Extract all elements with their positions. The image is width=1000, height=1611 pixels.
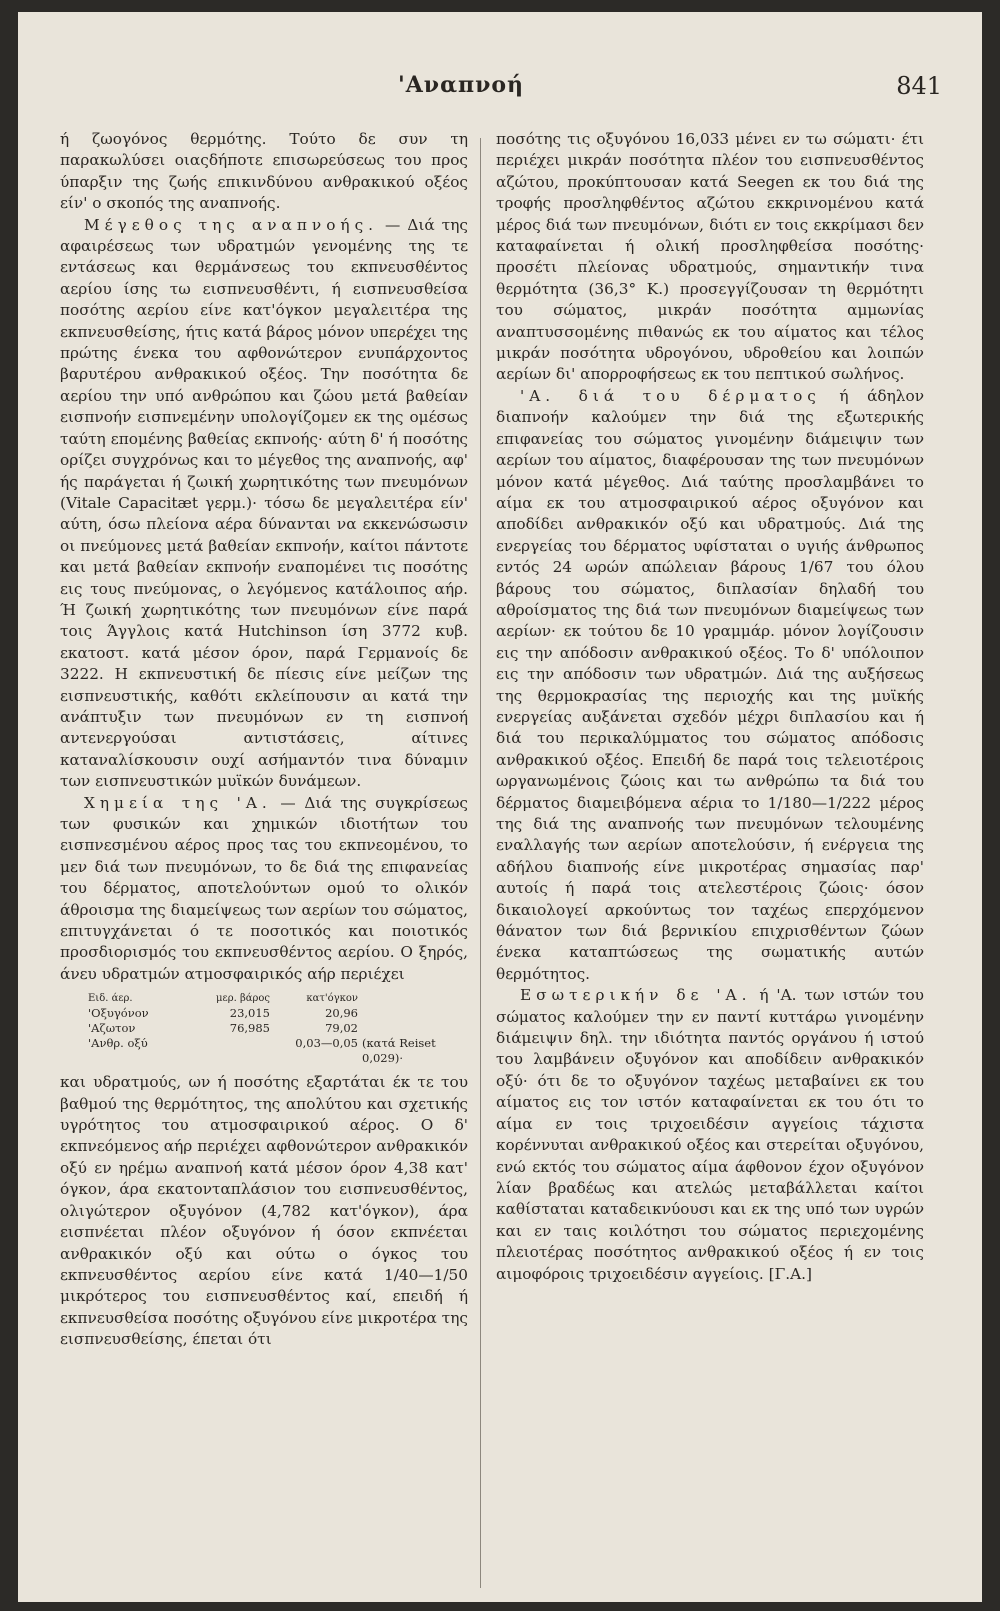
section-heading: 'Α. διά του δέρματος — [520, 386, 821, 405]
paragraph: ή ζωογόνος θερμότης. Τούτο δε συν τη παρακωλύσει οιαςδήποτε επισωρεύσεως του προς ύπαρξιν της ζωής επικινδύνου ανθρακικού οξέος είν' ο σκοπός της αναπνοής. — [60, 130, 468, 213]
paragraph — [60, 215, 468, 793]
table-cell: (κατά Reiset 0,029)· — [362, 1036, 436, 1066]
table-cell: 20,96 — [325, 1006, 358, 1021]
section-heading: Εσωτερικήν δε 'Α. — [520, 986, 752, 1005]
paragraph-text: ή 'Α. των ιστών του σώματος καλούμεν την εν παντί κυττάρω γινομένην διάμειψιν δηλ. την ιδιότητα παντός οργάνου ή ιστού του λαμβάνειν οξυγόνον και αποδίδειν ανθρακικόν οξύ· ότι δε το οξυγόνον ταχέως μεταβαίνει εκ του αίματος εις τον ιστόν καταφαίνεται εκ του ότι το αίμα εν τοις τριχοειδέσιν αγγείοις τάχιστα κορέννυται ανθρακικού οξέος και στερείται οξυγόνου, ενώ εκτός του σώματος αίμα άφθονον έχον οξυγόνον λίαν βραδέως και ατελώς μεταβάλλεται καίτοι καθίσταται καταδεικνύουσι και εκ της υπό των υγρών και εν ταις κοιλότησι του σώματος περιεχομένης πλειοτέρας ποσότητος ανθρακικού οξέος ή εν τοις αιμοφόροις τριχοειδέσιν αγγείοις. [Γ.Α.] — [496, 986, 924, 1283]
paragraph-text: — Διά της συγκρίσεως των φυσικών και χημικών ιδιοτήτων του εισπνεσμένου αέρος προς τας του εκπνεομένου, το μεν διά των πνευμόνων, το δε διά της επιφανείας του δέρματος, αποτελούντων ομού το ολικόν άθροισμα της διαμείψεως των αερίων του σώματος, επιτυγχάνεται ό τε ποσοτικός και ποιοτικός προσδιορισμός του εκπνευσθέντος αερίου. Ο ξηρός, άνευ υδρατμών ατμοσφαιρικός αήρ περιέχει — [60, 793, 468, 983]
gas-composition-table — [88, 991, 458, 1066]
paragraph — [496, 985, 924, 1285]
table-row — [88, 1021, 458, 1036]
table-cell: 'Οξυγόνον — [88, 1006, 149, 1021]
paragraph: και υδρατμούς, ων ή ποσότης εξαρτάται έκ τε του βαθμού της θερμότητος, της απολύτου και σχετικής υγρότητος του ατμοσφαιρικού αέρος. Ο δ' εκπνεόμενος αήρ περιέχει αφθονώτερον ανθρακικόν οξύ εν ηρέμω αναπνοή κατά μέσον όρον 4,38 κατ' όγκον, άρα εκατονταπλάσιον του εισπνευσθέντος, ολιγώτερον οξυγόνον (4,782 κατ'όγκον), άρα εισπνέεται πλέον οξυγόνον ή όσον εκπνέεται ανθρακικόν οξύ και ούτω ο όγκος του εκπνευσθέντος αερίου είνε κατά 1/40—1/50 μικρότερος του εισπνευσθέντος καί, επειδή ή εκπνευσθείσα ποσότης οξυγόνου είνε μικροτέρα της εισπνευσθείσης, έπεται ότι — [60, 1073, 468, 1349]
table-cell: 79,02 — [325, 1021, 358, 1036]
table-cell — [198, 1036, 270, 1066]
section-heading: Χημεία της 'Α. — [84, 793, 272, 812]
page-number: 841 — [896, 72, 942, 100]
table-cell: 76,985 — [229, 1021, 270, 1036]
page-title: 'Αναπνοή — [398, 72, 525, 98]
table-header-cell — [358, 991, 458, 1006]
table-header-cell: μερ. βάρος — [216, 993, 270, 1005]
left-column — [60, 129, 468, 1351]
column-divider — [480, 138, 481, 1588]
table-header-cell: Ειδ. άερ. — [88, 993, 133, 1005]
table-header-cell: κατ'όγκον — [306, 993, 358, 1005]
table-cell: 23,015 — [229, 1006, 270, 1021]
table-cell: 'Ανθρ. οξύ — [88, 1036, 148, 1051]
paragraph — [496, 386, 924, 985]
paragraph-text: — Διά της αφαιρέσεως των υδρατμών γενομένης της τε εντάσεως και θερμάνσεως του εκπνευσθέντος αερίου ίσης τω εισπνευσθέντι, ή εισπνευσθείσα ποσότης αερίου είνε κατ'όγκον μεγαλειτέρα της εκπνευσθείσης, ήτις κατά βάρος μόνον υπερέχει της πρώτης ένεκα του αφθονώτερον ενυπάρχοντος βαρυτέρου ανθρακικού οξέος. Την ποσότητα δε αερίου την υπό ανθρώπου και ζώου μετά βαθείαν εισπνοήν εισπνεμένην υπολογίζομεν εκ της ομέσως ταύτη επομένης βαθείας εκπνοής· αύτη δ' ή ποσότης ορίζει συγχρόνως και το μέγεθος της αναπνοής, αφ' ής παράγεται ή ζωική χωρητικότης των πνευμόνων (Vitale Capacitæt γερμ.)· τόσω δε μεγαλειτέρα είν' αύτη, όσω πλείονα αέρα δύνανται να εκκενώσωσιν οι πνεύμονες μετά βαθείαν εκπνοήν, καίτοι πάντοτε και μετά βαθείαν εκπνοήν εναπομένει τις ποσότης εις τους πνεύμονας, ο λεγόμενος κατάλοιπος αήρ. Ή ζωική χωρητικότης των πνευμόνων είνε παρά τοις Άγγλοις κατά Hutchinson ίση 3772 κυβ. εκατοστ. κατά μέσον όρον, παρά Γερμανοίς δε 3222. Η εκπνευστική δε πίεσις είνε μείζων της εισπνευστικής, καθότι εκλείπουσιν αι κατά την ανάπτυξιν των πνευμόνων εν τη εισπνοή αντενεργούσαι αντιστάσεις, αίτινες καταναλίσκουσιν ουχί ασήμαντόν τινα δύναμιν των εισπνευστικών μυϊκών δυνάμεων. — [60, 215, 468, 791]
page — [18, 12, 982, 1602]
table-cell: 'Αζωτον — [88, 1021, 136, 1036]
table-cell — [358, 1006, 458, 1021]
paragraph — [60, 793, 468, 986]
table-row — [88, 1036, 458, 1066]
section-heading: Μέγεθος της αναπνοής. — [84, 215, 379, 234]
paragraph: ποσότης τις οξυγόνου 16,033 μένει εν τω σώματι· έτι περιέχει μικράν ποσότητα πλέον του εισπνευσθέντος αζώτου, προκύπτουσαν κατά Seegen εκ του διά της τροφής προσληφθέντος αζώτου εκκρινομένου κατά μέρος διά των πνευμόνων, διότι εν τοις εκκρίμασι δεν καταφαίνεται ή ολική προσληφθείσα ποσότης· προσέτι πλείονας υδρατμούς, σημαντικήν τινα θερμότητα (36,3° Κ.) προσεγγίζουσαν τη θερμότητι του σώματος, μικράν ποσότητα αμμωνίας αναπτυσσομένης πιθανώς εκ του αίματος και τέλος μικράν ποσότητα υδρογόνου, υδροθείου και λοιπών αερίων δι' απορροφήσεως εκ του πεπτικού σωλήνος. — [496, 130, 924, 384]
table-header-row — [88, 991, 458, 1006]
running-head — [48, 72, 942, 108]
table-row — [88, 1006, 458, 1021]
table-cell: 0,03—0,05 — [295, 1036, 358, 1051]
paragraph-text: ή άδηλον διαπνοήν καλούμεν την διά της εξωτερικής επιφανείας του σώματος γινομένην διάμειψιν των αερίων του αίματος, διαφέρουσαν της των πνευμόνων μόνον κατά μέγεθος. Διά ταύτης προσλαμβάνει το αίμα εκ του ατμοσφαιρικού αέρος οξυγόνον και αποδίδει ανθρακικόν οξύ και υδρατμούς. Διά της ενεργείας του δέρματος υφίσταται ο υγιής άνθρωπος εντός 24 ωρών απώλειαν βάρους 1/67 του όλου βάρους του σώματος, διπλασίαν δηλαδή του αθροίσματος της διά των πνευμόνων διαμείψεως των αερίων· εκ τούτου δε 10 γραμμάρ. μόνον λογίζουσιν εις την απόδοσιν ανθρακικού οξέος. Το δ' υπόλοιπον εις την απόδοσιν των υδρατμών. Διά της αυξήσεως της θερμοκρασίας της περιοχής και της μυϊκής ενεργείας αυξάνεται σχεδόν μέχρι διπλασίου και ή διά του περικαλύμματος του σώματος απόδοσις ανθρακικού οξέος. Επειδή δε παρά τοις τελειοτέροις ωργανωμένοις ζώοις και τω ανθρώπω τα διά του δέρματος διαμειβόμενα αέρια το 1/180—1/222 μέρος της διά της αναπνοής των πνευμόνων τελουμένης εναλλαγής των αερίων αποτελούσιν, ή ενέργεια της αδήλου διαπνοής είνε μικροτέρας σημασίας παρ' αυτοίς ή παρά τοις ατελεστέροις ζώοις· όσον δικαιολογεί αρκούντως τον ταχέως επερχόμενον θάνατον των διά βερνικίου επιχρισθέντων ζώων ένεκα καταπτώσεως της σωματικής αυτών θερμότητος. — [496, 386, 924, 983]
right-column — [496, 129, 924, 1285]
table-cell — [358, 1021, 458, 1036]
